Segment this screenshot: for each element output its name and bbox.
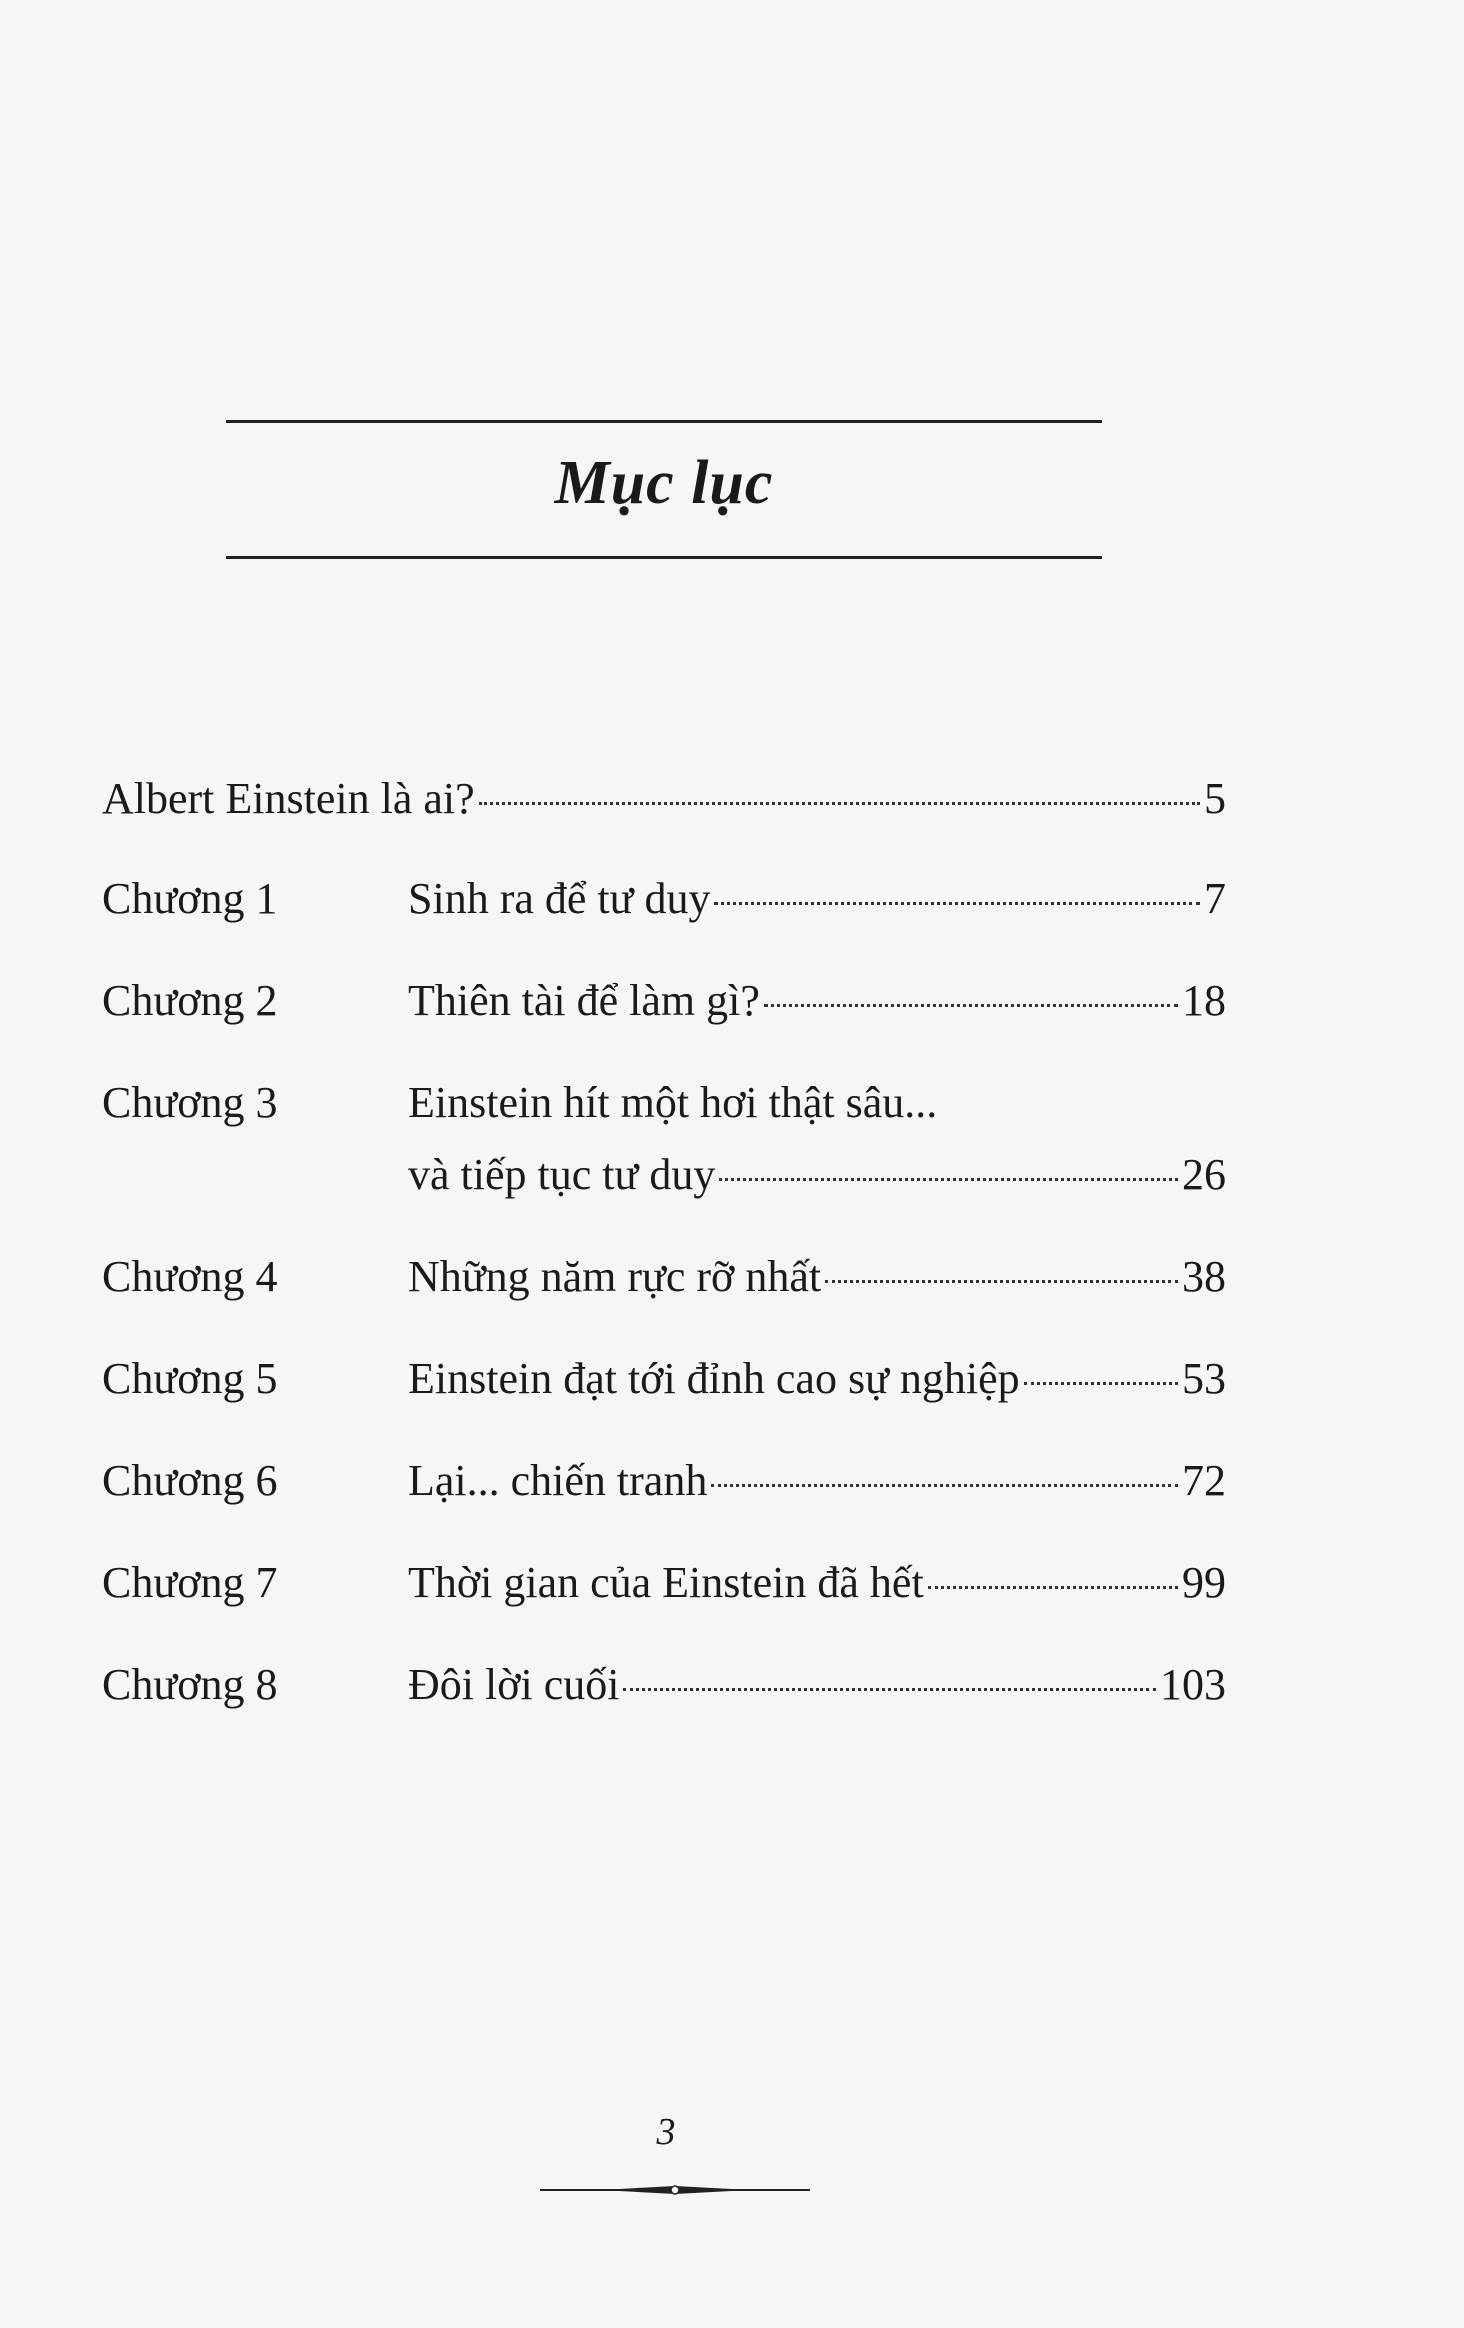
toc-page-number: 18 — [1182, 976, 1226, 1025]
footer-ornament — [540, 2184, 810, 2196]
dot-leader — [714, 901, 1200, 905]
dot-leader — [711, 1483, 1178, 1487]
toc-chapter-label: Chương 1 — [102, 874, 278, 923]
toc-entry-title: Thiên tài để làm gì? — [408, 976, 760, 1025]
dot-leader — [479, 801, 1200, 805]
toc-entry-title: Einstein hít một hơi thật sâu... — [408, 1078, 938, 1127]
toc-entry-title: Einstein đạt tới đỉnh cao sự nghiệp — [408, 1354, 1020, 1403]
toc-chapter-label: Chương 6 — [102, 1456, 278, 1505]
toc-chapter-label: Chương 3 — [102, 1078, 278, 1127]
toc-row-chapter-3 — [102, 1074, 1226, 1132]
toc-row-chapter-6 — [102, 1452, 1226, 1510]
page-title: Mục lục — [554, 449, 774, 517]
toc-entry-title: Đôi lời cuối — [408, 1660, 620, 1709]
toc-row-chapter-7 — [102, 1554, 1226, 1612]
toc-chapter-label: Chương 8 — [102, 1660, 278, 1709]
toc-entry-title: Những năm rực rỡ nhất — [408, 1252, 822, 1301]
page-number: 3 — [656, 2111, 676, 2153]
toc-chapter-label: Chương 2 — [102, 976, 278, 1025]
toc-page-number: 53 — [1182, 1354, 1226, 1403]
dot-leader — [623, 1687, 1156, 1691]
toc-row-intro — [102, 770, 1226, 828]
toc-chapter-label: Chương 4 — [102, 1252, 278, 1301]
toc-page-number: 103 — [1160, 1660, 1226, 1709]
toc-row-chapter-3-continued — [102, 1146, 1226, 1204]
toc-row-chapter-8 — [102, 1656, 1226, 1714]
toc-chapter-label: Chương 5 — [102, 1354, 278, 1403]
toc-page-number: 7 — [1204, 874, 1226, 923]
toc-page-number: 72 — [1182, 1456, 1226, 1505]
toc-row-chapter-1 — [102, 870, 1226, 928]
toc-row-chapter-4 — [102, 1248, 1226, 1306]
table-of-contents — [102, 770, 1226, 1714]
dot-leader — [1024, 1381, 1178, 1385]
toc-page-number: 26 — [1182, 1150, 1226, 1199]
dot-leader — [825, 1279, 1178, 1283]
toc-entry-title-continued: và tiếp tục tư duy — [408, 1150, 716, 1199]
dot-leader — [719, 1177, 1178, 1181]
toc-chapter-label: Chương 7 — [102, 1558, 278, 1607]
title-rule-bottom — [226, 556, 1102, 559]
toc-entry-title: Albert Einstein là ai? — [102, 774, 475, 823]
toc-entry-title: Lại... chiến tranh — [408, 1456, 708, 1505]
toc-page-number: 99 — [1182, 1558, 1226, 1607]
toc-page-number: 5 — [1204, 774, 1226, 823]
toc-entry-title: Thời gian của Einstein đã hết — [408, 1558, 924, 1607]
toc-page-number: 38 — [1182, 1252, 1226, 1301]
dot-leader — [764, 1003, 1178, 1007]
toc-row-chapter-2 — [102, 972, 1226, 1030]
title-rule-top — [226, 420, 1102, 423]
toc-entry-title: Sinh ra để tư duy — [408, 874, 711, 923]
toc-row-chapter-5 — [102, 1350, 1226, 1408]
dot-leader — [928, 1585, 1178, 1589]
